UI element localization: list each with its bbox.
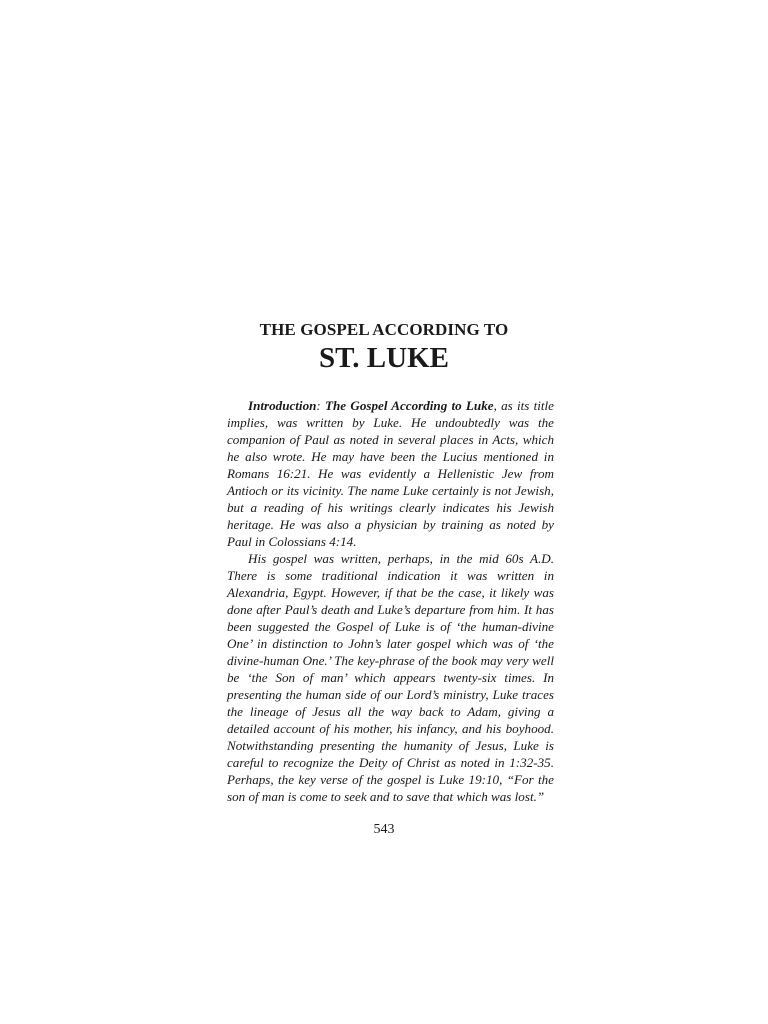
chapter-supertitle: THE GOSPEL ACCORDING TO: [259, 320, 509, 339]
chapter-title: ST. LUKE: [318, 342, 449, 374]
introduction-label: Introduction: [248, 398, 317, 413]
introduction-text: [227, 397, 554, 805]
book-name: The Gospel According to Luke: [325, 398, 494, 413]
introduction-body: , as its title implies, was written by Luke. He undoubtedly was the companion of Paul as noted in several places in Acts, which he also wrote. He may have been the Lucius mentioned in Romans 16:21. He was evidently a Hellenistic Jew from Antioch or its vicinity. The name Luke certainly is not Jewish, but a reading of his writings clearly indicates his Jewish heritage. He was also a physician by training as noted by Paul in Colossians 4:14.: [227, 398, 554, 549]
second-paragraph: His gospel was written, perhaps, in the mid 60s A.D. There is some traditional indication it was written in Alexandria, Egypt. However, if that be the case, it likely was done after Paul’s death and Luke’s departure from him. It has been suggested the Gospel of Luke is of ‘the human-divine One’ in distinction to John’s later gospel which was of ‘the divine-human One.’ The key-phrase of the book may very well be ‘the Son of man’ which appears twenty-six times. In presenting the human side of our Lord’s ministry, Luke traces the lineage of Jesus all the way back to Adam, giving a detailed account of his mother, his infancy, and his boyhood. Notwithstanding presenting the humanity of Jesus, Luke is careful to recognize the Deity of Christ as noted in 1:32-35. Perhaps, the key verse of the gospel is Luke 19:10, “For the son of man is come to seek and to save that which was lost.”: [227, 551, 554, 804]
introduction-separator: :: [316, 398, 326, 413]
page-number: 543: [373, 822, 395, 837]
introduction-paragraph: [227, 397, 554, 550]
